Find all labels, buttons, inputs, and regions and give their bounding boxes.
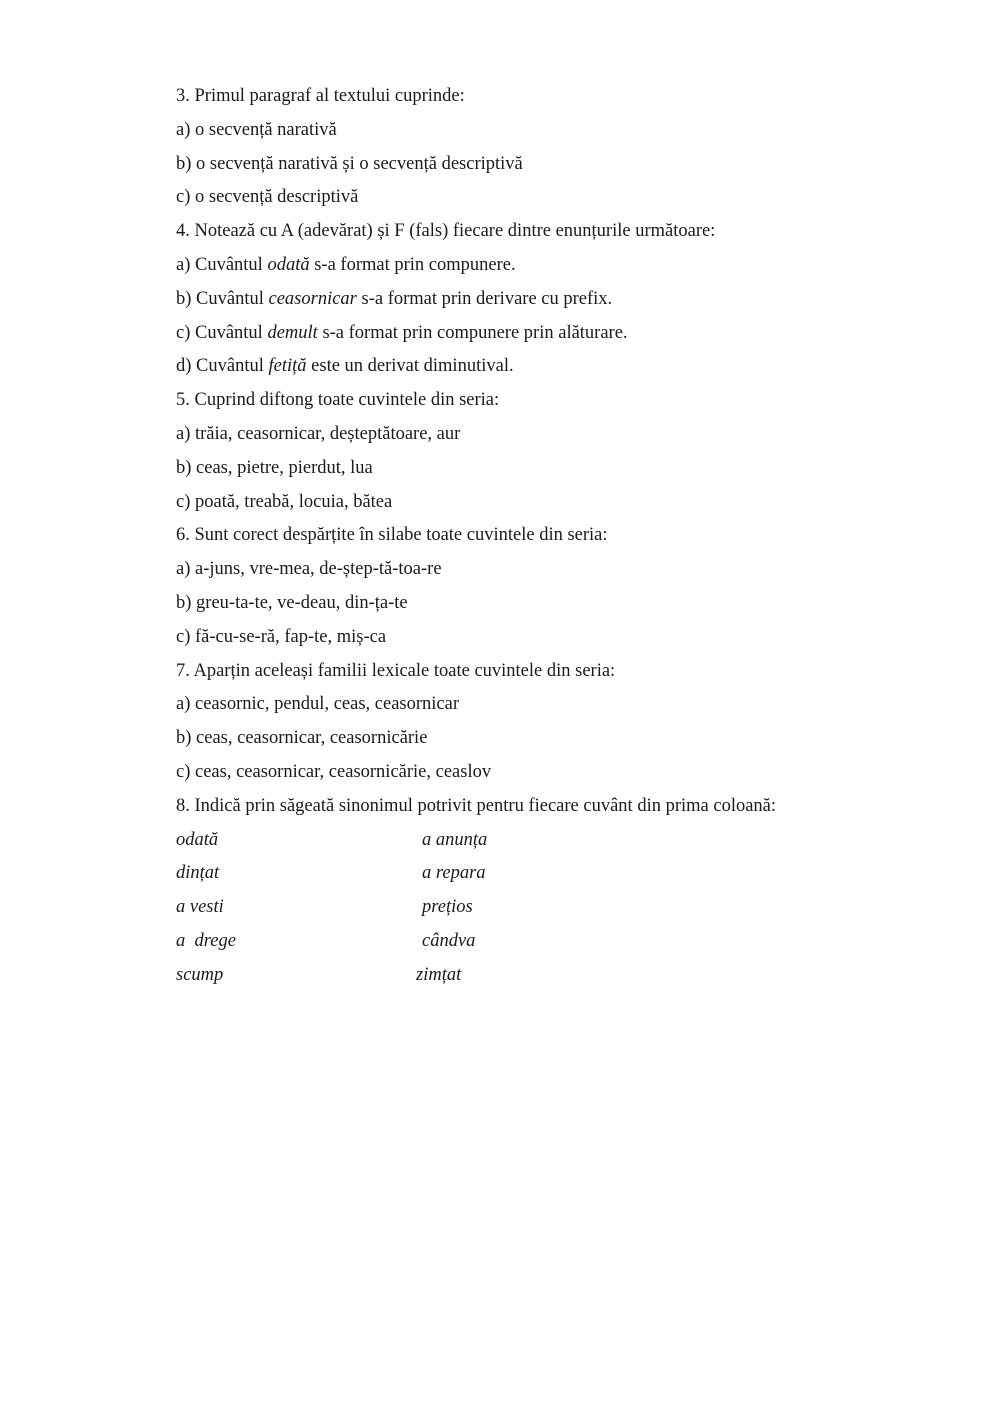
q5-option-b: b) ceas, pietre, pierdut, lua bbox=[176, 457, 373, 478]
q7-option-c: c) ceas, ceasornicar, ceasornicărie, ceaslov bbox=[176, 761, 492, 782]
q4-item-a bbox=[176, 249, 936, 283]
q4-item-a-suffix: s-a format prin compunere. bbox=[309, 254, 516, 275]
q5-option-c: c) poată, treabă, locuia, bătea bbox=[176, 491, 393, 512]
q4-item-d-word: fetiță bbox=[268, 356, 307, 377]
q8-pair-row bbox=[176, 857, 936, 891]
q8-right-word: a anunța bbox=[422, 829, 488, 850]
q8-pair-row bbox=[176, 925, 936, 959]
q6-option-b: b) greu-ta-te, ve-deau, din-ța-te bbox=[176, 592, 408, 613]
q8-right-word: zimțat bbox=[416, 964, 462, 985]
q5-option-a: a) trăia, ceasornicar, deșteptătoare, aur bbox=[176, 423, 461, 444]
q6-option-c: c) fă-cu-se-ră, fap-te, miș-ca bbox=[176, 626, 387, 647]
q4-item-b bbox=[176, 283, 936, 317]
q8-left-word: dințat bbox=[176, 863, 220, 884]
q8-left-word: scump bbox=[176, 964, 224, 985]
question-4: 4. Notează cu A (adevărat) și F (fals) fiecare dintre enunțurile următoare: bbox=[176, 221, 716, 242]
q7-option-b: b) ceas, ceasornicar, ceasornicărie bbox=[176, 728, 428, 749]
q4-item-d bbox=[176, 350, 936, 384]
q8-pair-row bbox=[176, 891, 936, 925]
q4-item-a-word: odată bbox=[267, 254, 310, 275]
q8-pair-row bbox=[176, 824, 936, 858]
q8-left-word: a vesti bbox=[176, 897, 224, 918]
q3-option-c: c) o secvență descriptivă bbox=[176, 187, 359, 208]
q3-option-a: a) o secvență narativă bbox=[176, 119, 337, 140]
q8-right-word: a repara bbox=[422, 863, 486, 884]
question-3: 3. Primul paragraf al textului cuprinde: bbox=[176, 86, 465, 106]
q4-item-c-prefix: c) Cuvântul bbox=[176, 322, 268, 343]
q4-item-b-prefix: b) Cuvântul bbox=[176, 288, 269, 309]
question-5: 5. Cuprind diftong toate cuvintele din seria: bbox=[176, 390, 500, 411]
q8-left-word: odată bbox=[176, 829, 219, 850]
q8-right-word: cândva bbox=[422, 930, 476, 951]
q4-item-c-suffix: s-a format prin compunere prin alăturare. bbox=[317, 322, 628, 343]
q3-option-b: b) o secvență narativă și o secvență descriptivă bbox=[176, 153, 523, 174]
q8-right-word: prețios bbox=[422, 897, 473, 918]
q8-pair-row bbox=[176, 959, 936, 993]
question-6: 6. Sunt corect despărțite în silabe toate cuvintele din seria: bbox=[176, 525, 608, 546]
q4-item-d-suffix: este un derivat diminutival. bbox=[306, 356, 514, 377]
q8-left-word: a drege bbox=[176, 930, 236, 951]
worksheet-content bbox=[176, 80, 936, 993]
q7-option-a: a) ceasornic, pendul, ceas, ceasornicar bbox=[176, 694, 459, 715]
q4-item-d-prefix: d) Cuvântul bbox=[176, 356, 269, 377]
question-8: 8. Indică prin săgeată sinonimul potrivit pentru fiecare cuvânt din prima coloană: bbox=[176, 795, 777, 816]
q4-item-b-suffix: s-a format prin derivare cu prefix. bbox=[356, 288, 613, 309]
q4-item-b-word: ceasornicar bbox=[268, 288, 357, 309]
q4-item-c-word: demult bbox=[267, 322, 318, 343]
q4-item-a-prefix: a) Cuvântul bbox=[176, 254, 268, 275]
question-7: 7. Aparțin aceleași familii lexicale toate cuvintele din seria: bbox=[176, 660, 616, 681]
q4-item-c bbox=[176, 317, 936, 351]
q6-option-a: a) a-juns, vre-mea, de-ștep-tă-toa-re bbox=[176, 559, 442, 580]
